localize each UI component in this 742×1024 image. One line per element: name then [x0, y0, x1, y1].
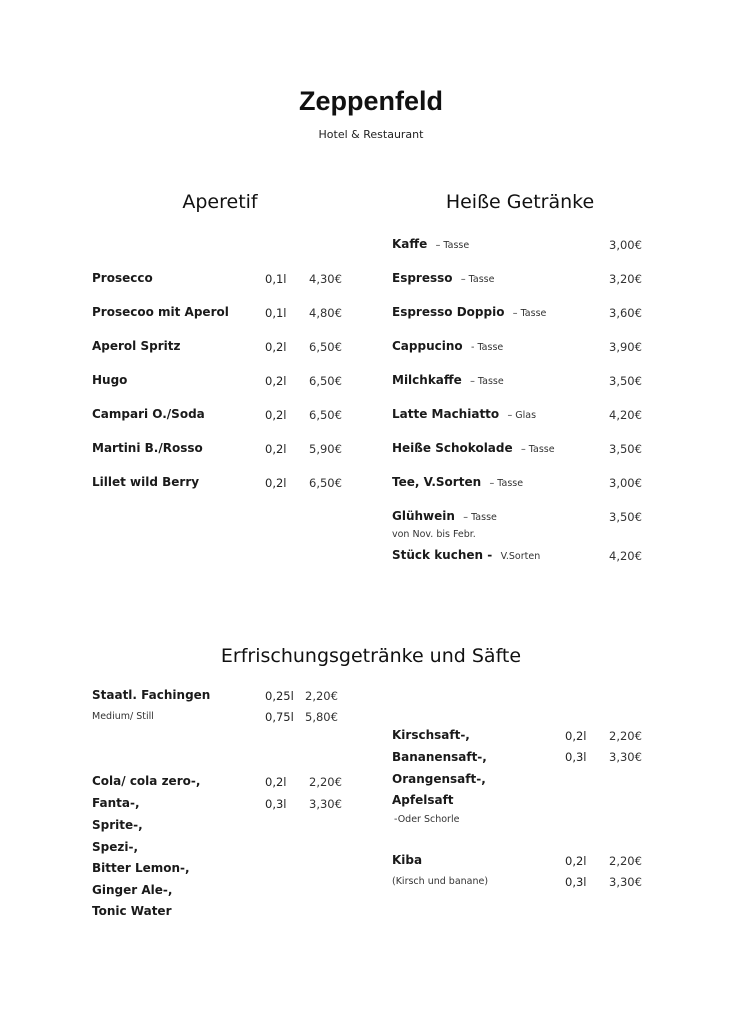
item-name: Tonic Water — [92, 904, 172, 918]
item-price: 4,80€ — [309, 306, 342, 320]
item-name: Aperol Spritz — [92, 339, 181, 353]
item-name: Heiße Schokolade — [392, 441, 513, 455]
section-heading-hot-drinks: Heiße Getränke — [445, 191, 595, 213]
item-name-with-note — [392, 441, 555, 455]
item-volume: 0,1l — [265, 272, 287, 286]
item-price: 2,20€ — [309, 775, 342, 789]
item-volume: 0,2l — [565, 854, 587, 868]
item-name: Bananensaft-, — [392, 750, 487, 764]
item-note: – Glas — [507, 410, 537, 421]
item-note: – Tasse — [470, 376, 504, 387]
item-name-with-note — [392, 271, 494, 285]
item-volume: 0,3l — [565, 750, 587, 764]
item-sub: (Kirsch und banane) — [392, 876, 489, 887]
item-price: 6,50€ — [309, 408, 342, 422]
item-price: 4,30€ — [309, 272, 342, 286]
item-name-with-note — [392, 237, 469, 251]
item-price: 3,30€ — [609, 875, 642, 889]
item-price: 3,50€ — [609, 374, 642, 388]
item-sub: -Oder Schorle — [394, 814, 460, 825]
item-price: 6,50€ — [309, 374, 342, 388]
item-price: 3,50€ — [609, 442, 642, 456]
item-price: 3,20€ — [609, 272, 642, 286]
item-name: Latte Machiatto — [392, 407, 500, 421]
item-name: Kaffe — [392, 237, 428, 251]
item-name-with-note — [392, 373, 504, 387]
item-note: V.Sorten — [500, 551, 541, 562]
item-price: 4,20€ — [609, 408, 642, 422]
item-name: Kiba — [392, 853, 423, 867]
item-volume: 0,2l — [265, 374, 287, 388]
item-name: Bitter Lemon-, — [92, 861, 190, 875]
section-heading-refreshments: Erfrischungsgetränke und Säfte — [220, 645, 522, 667]
item-note: – Tasse — [435, 240, 470, 251]
item-price: 4,20€ — [609, 549, 642, 563]
item-price: 5,90€ — [309, 442, 342, 456]
item-name: Cappucino — [392, 339, 463, 353]
item-note: – Tasse — [463, 512, 497, 523]
item-price: 2,20€ — [609, 729, 642, 743]
item-name: Staatl. Fachingen — [92, 688, 211, 702]
item-volume: 0,3l — [565, 875, 587, 889]
item-name: Espresso Doppio — [392, 305, 505, 319]
item-price: 3,30€ — [309, 797, 342, 811]
item-name-with-note — [392, 548, 540, 562]
item-volume: 0,1l — [265, 306, 287, 320]
section-heading-aperetif: Aperetif — [182, 191, 258, 213]
item-volume: 0,75l — [265, 710, 294, 724]
item-name: Prosecco — [92, 271, 153, 285]
item-name-with-note — [392, 305, 546, 319]
item-volume: 0,2l — [265, 476, 287, 490]
item-price: 3,60€ — [609, 306, 642, 320]
item-price: 3,30€ — [609, 750, 642, 764]
item-price: 2,20€ — [609, 854, 642, 868]
item-name-with-note — [392, 407, 536, 421]
item-name-with-note — [392, 475, 523, 489]
item-volume: 0,2l — [265, 340, 287, 354]
item-volume: 0,2l — [265, 775, 287, 789]
item-name: Kirschsaft-, — [392, 728, 470, 742]
item-name: Lillet wild Berry — [92, 475, 200, 489]
item-price: 3,90€ — [609, 340, 642, 354]
item-name: Campari O./Soda — [92, 407, 205, 421]
item-name: Stück kuchen - — [392, 548, 493, 562]
item-name: Apfelsaft — [392, 793, 454, 807]
item-name: Milchkaffe — [392, 373, 462, 387]
item-note: – Tasse — [489, 478, 524, 489]
item-note: - Tasse — [471, 342, 504, 353]
restaurant-title: Zeppenfeld — [298, 86, 443, 116]
item-price: 2,20€ — [305, 689, 338, 703]
item-price: 6,50€ — [309, 476, 342, 490]
item-name: Spezi-, — [92, 840, 139, 854]
item-name: Tee, V.Sorten — [392, 475, 482, 489]
item-note: – Tasse — [521, 444, 555, 455]
item-price: 3,00€ — [609, 476, 642, 490]
item-name: Glühwein — [392, 509, 455, 523]
item-name: Hugo — [92, 373, 128, 387]
item-name: Espresso — [392, 271, 453, 285]
item-sub: Medium/ Still — [92, 711, 154, 722]
item-volume: 0,2l — [565, 729, 587, 743]
item-name: Ginger Ale-, — [92, 883, 173, 897]
item-price: 3,50€ — [609, 510, 642, 524]
item-availability: von Nov. bis Febr. — [392, 529, 476, 540]
item-name: Prosecoo mit Aperol — [92, 305, 229, 319]
item-volume: 0,2l — [265, 442, 287, 456]
item-name: Orangensaft-, — [392, 772, 486, 786]
item-note: – Tasse — [460, 274, 495, 285]
item-price: 3,00€ — [609, 238, 642, 252]
item-price: 5,80€ — [305, 710, 338, 724]
item-volume: 0,3l — [265, 797, 287, 811]
item-name-with-note — [392, 339, 503, 353]
restaurant-subtitle: Hotel & Restaurant — [318, 128, 424, 141]
item-name: Martini B./Rosso — [92, 441, 203, 455]
item-name: Fanta-, — [92, 796, 140, 810]
item-name: Cola/ cola zero-, — [92, 774, 201, 788]
item-name-with-note — [392, 509, 497, 523]
item-volume: 0,2l — [265, 408, 287, 422]
item-note: – Tasse — [512, 308, 547, 319]
item-price: 6,50€ — [309, 340, 342, 354]
item-name: Sprite-, — [92, 818, 143, 832]
item-volume: 0,25l — [265, 689, 294, 703]
